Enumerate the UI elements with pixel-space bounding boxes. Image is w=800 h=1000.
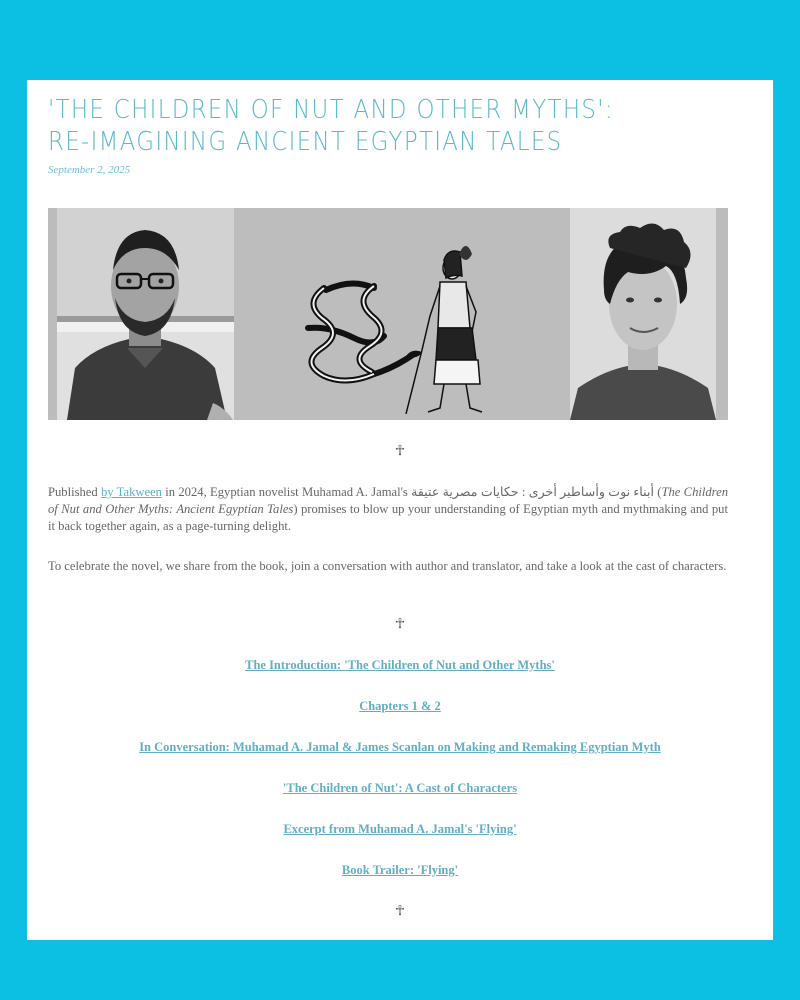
- takween-link[interactable]: by Takween: [101, 485, 162, 499]
- intro-after-link-text: in 2024, Egyptian novelist Muhamad A. Jamal's: [161, 485, 412, 499]
- ankh-divider-icon: ☥: [394, 903, 406, 919]
- link-conversation[interactable]: In Conversation: Muhamad A. Jamal & James Scanlan on Making and Remaking Egyptian Myth: [139, 740, 661, 754]
- link-introduction[interactable]: The Introduction: 'The Children of Nut and Other Myths': [245, 658, 555, 672]
- english-title: The Children of Nut and Other Myths: Ancient Egyptian Tales: [48, 485, 728, 516]
- intro-published-text: Published: [48, 485, 101, 499]
- arabic-title: أبناء نوت وأساطير أخرى : حكايات مصرية عتيقة: [411, 485, 654, 499]
- celebrate-paragraph: To celebrate the novel, we share from the book, join a conversation with author and translator, and take a look at the cast of characters.: [48, 559, 727, 573]
- header-image: [48, 208, 728, 420]
- article-card: [27, 80, 773, 940]
- post-date: September 2, 2025: [48, 164, 131, 176]
- link-cast-of-characters[interactable]: 'The Children of Nut': A Cast of Characters: [282, 781, 518, 795]
- egyptian-illustration: [234, 208, 570, 420]
- post-title: 'THE CHILDREN OF NUT AND OTHER MYTHS': RE-IMAGINING ANCIENT EGYPTIAN TALES: [48, 95, 614, 157]
- intro-paragraph: [48, 484, 728, 535]
- ankh-divider-icon: ☥: [394, 443, 406, 459]
- intro-open-paren: (: [653, 485, 662, 499]
- author-portrait: [57, 208, 234, 420]
- ankh-divider-icon: ☥: [394, 616, 406, 632]
- link-book-trailer[interactable]: Book Trailer: 'Flying': [341, 863, 459, 877]
- translator-portrait: [570, 208, 716, 420]
- link-chapters[interactable]: Chapters 1 & 2: [359, 699, 441, 713]
- intro-rest-text: ) promises to blow up your understanding of Egyptian myth and mythmaking and put it back together again, as a page-turning delight.: [48, 502, 728, 533]
- link-excerpt-flying[interactable]: Excerpt from Muhamad A. Jamal's 'Flying': [283, 822, 517, 836]
